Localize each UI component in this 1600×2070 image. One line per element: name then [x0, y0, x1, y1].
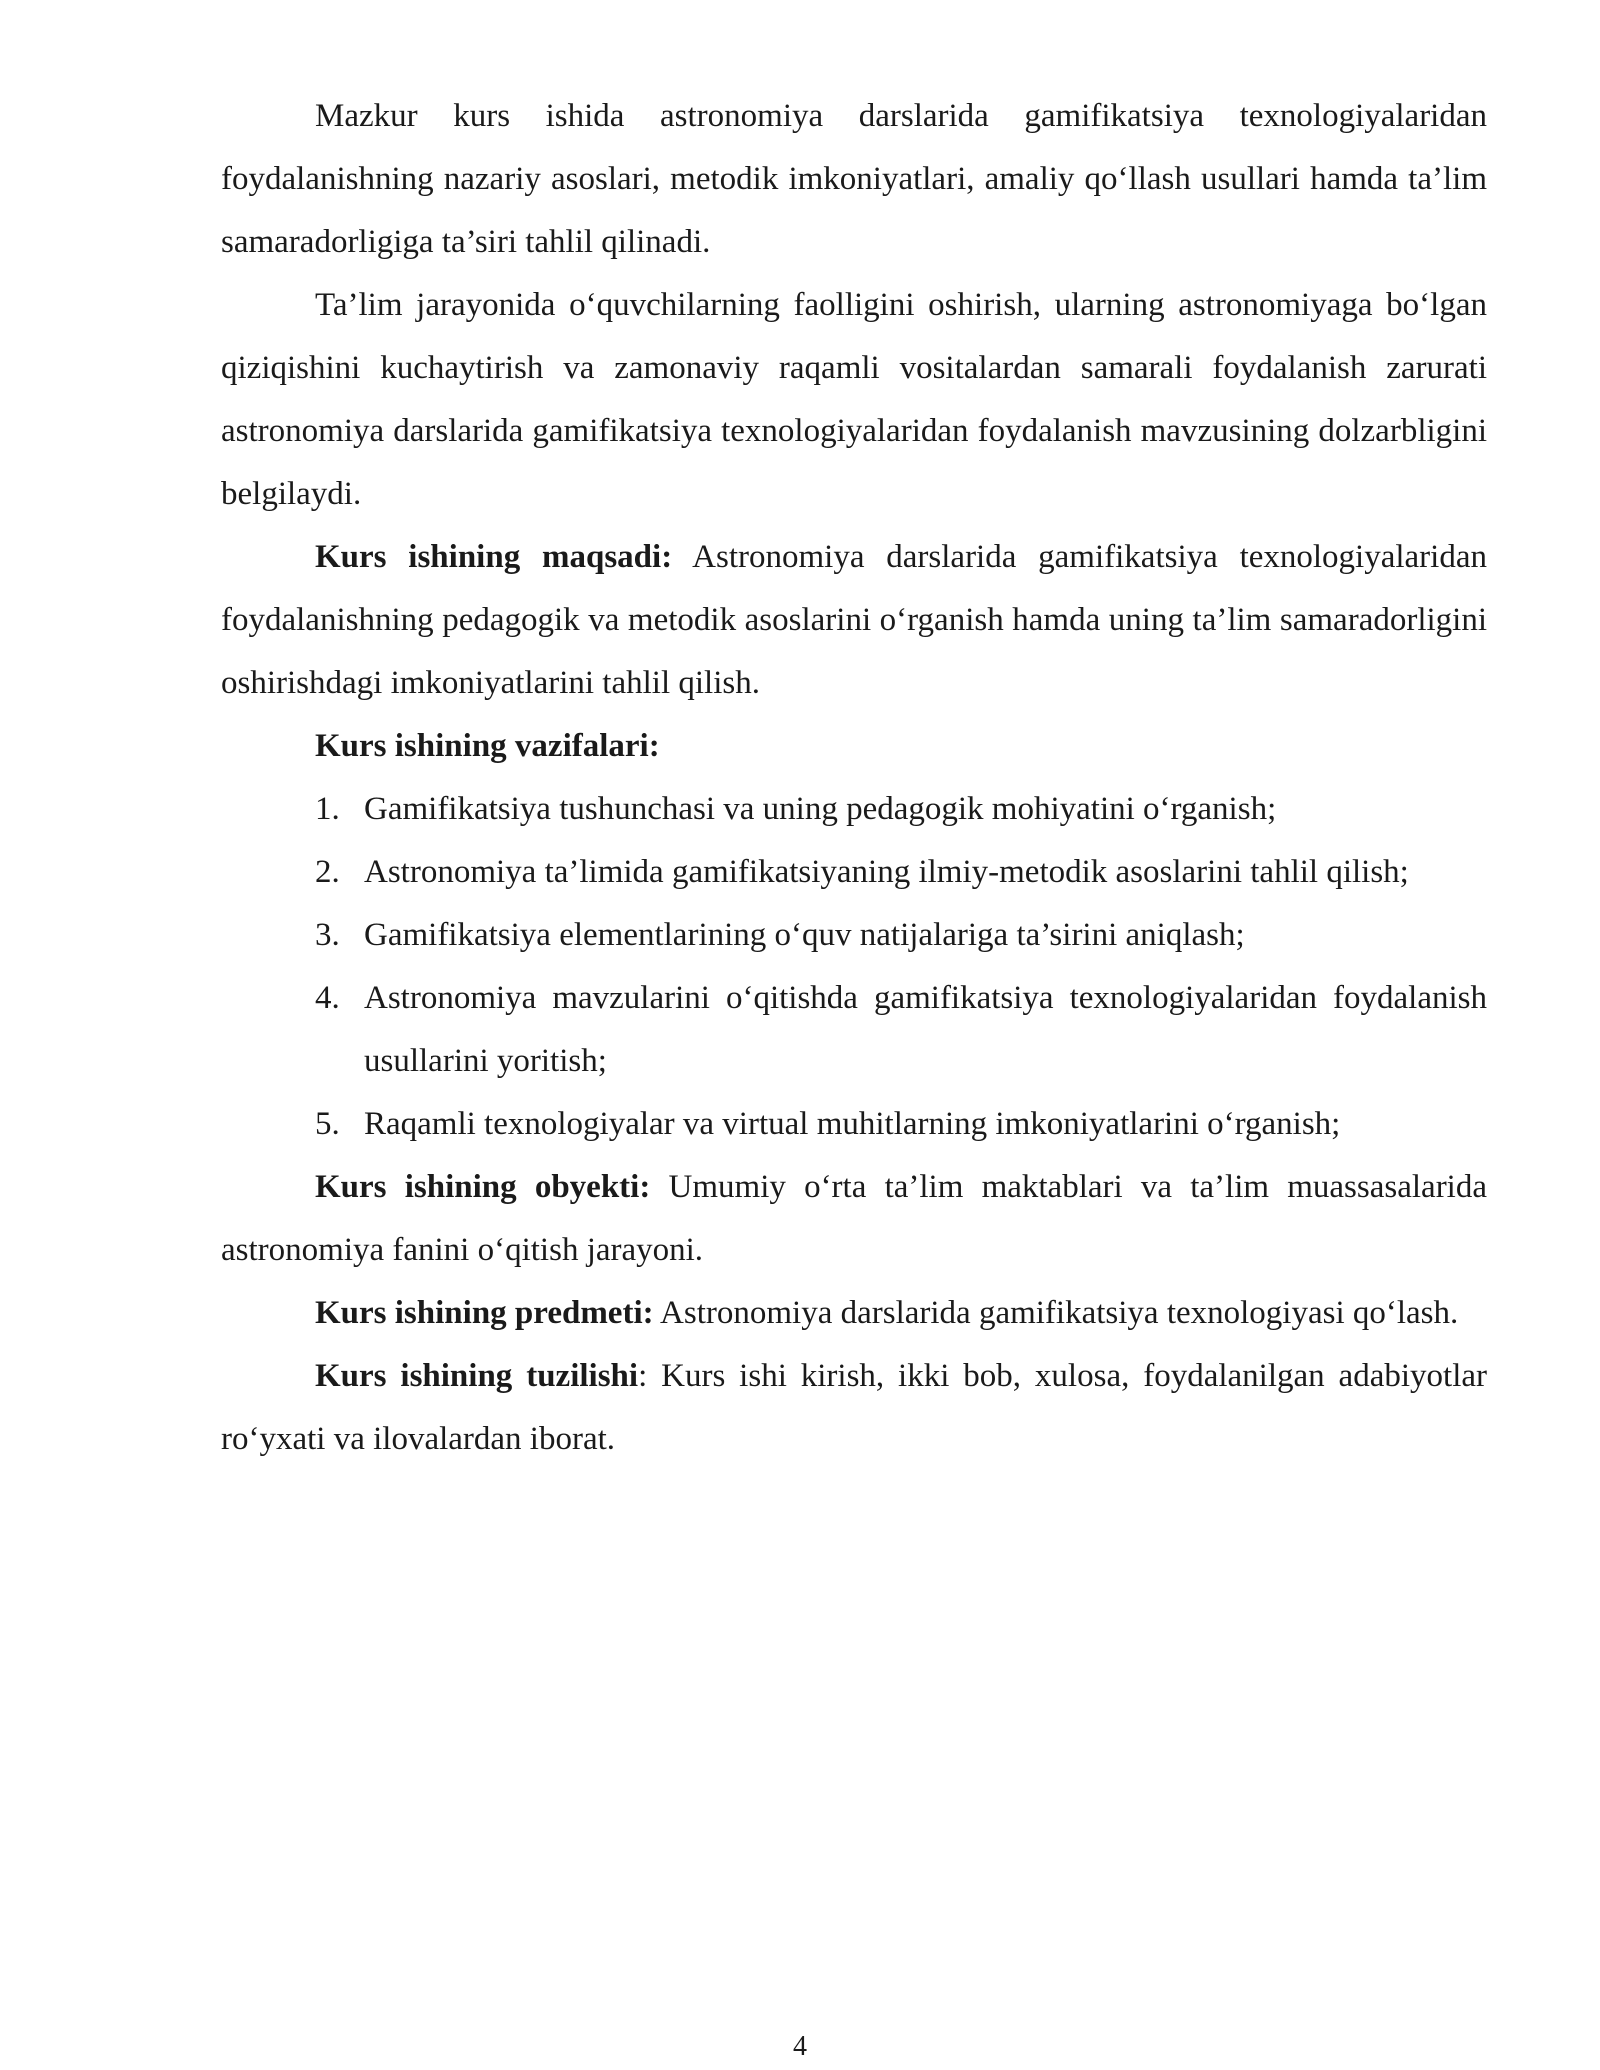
list-item: [315, 967, 1487, 1093]
structure-paragraph: [221, 1345, 1487, 1471]
list-item: [315, 841, 1487, 904]
list-item: [315, 1093, 1487, 1156]
page-number: 4: [793, 2031, 807, 2062]
list-item-text: Gamifikatsiya tushunchasi va uning pedagogik mohiyatini o‘rganish;: [364, 791, 1277, 827]
document-body: [221, 85, 1487, 1471]
list-item: [315, 778, 1487, 841]
tasks-list: [221, 778, 1487, 1156]
subject-label: Kurs ishining predmeti:: [315, 1295, 654, 1331]
list-item-number: 4.: [315, 980, 340, 1016]
structure-label: Kurs ishining tuzilishi: [315, 1358, 639, 1394]
goal-text: Astronomiya darslarida gamifikatsiya texnologiyalaridan foydalanishning pedagogik va metodik asoslarini o‘rganish hamda uning ta’lim samaradorligini oshirishdagi imkoniyatlarini tahlil qilish.: [221, 539, 1487, 701]
tasks-label: Kurs ishining vazifalari:: [315, 728, 660, 764]
object-label: Kurs ishining obyekti:: [315, 1169, 651, 1205]
list-item-text: Astronomiya mavzularini o‘qitishda gamifikatsiya texnologiyalaridan foydalanish usullarini yoritish;: [364, 980, 1487, 1079]
list-item-number: 3.: [315, 917, 340, 953]
relevance-paragraph: Ta’lim jarayonida o‘quvchilarning faolligini oshirish, ularning astronomiyaga bo‘lgan qiziqishini kuchaytirish va zamonaviy raqamli vositalardan samarali foydalanish zarurati astronomiya darslarida gamifikatsiya texnologiyalaridan foydalanish mavzusining dolzarbligini belgilaydi.: [221, 287, 1487, 512]
structure-text: : Kurs ishi kirish, ikki bob, xulosa, foydalanilgan adabiyotlar ro‘yxati va ilovalardan iborat.: [221, 1358, 1487, 1457]
subject-text: Astronomiya darslarida gamifikatsiya texnologiyasi qo‘lash.: [653, 1295, 1459, 1331]
list-item-number: 1.: [315, 791, 340, 827]
list-item-text: Raqamli texnologiyalar va virtual muhitlarning imkoniyatlarini o‘rganish;: [364, 1106, 1341, 1142]
list-item-number: 5.: [315, 1106, 340, 1142]
subject-paragraph: [221, 1282, 1487, 1345]
object-text: Umumiy o‘rta ta’lim maktablari va ta’lim muassasalarida astronomiya fanini o‘qitish jarayoni.: [221, 1169, 1487, 1268]
goal-paragraph: [221, 526, 1487, 715]
list-item-text: Astronomiya ta’limida gamifikatsiyaning ilmiy-metodik asoslarini tahlil qilish;: [364, 854, 1409, 890]
list-item-text: Gamifikatsiya elementlarining o‘quv natijalariga ta’sirini aniqlash;: [364, 917, 1245, 953]
goal-label: Kurs ishining maqsadi:: [315, 539, 673, 575]
tasks-heading: [221, 715, 1487, 778]
list-item: [315, 904, 1487, 967]
intro-paragraph: Mazkur kurs ishida astronomiya darslarida gamifikatsiya texnologiyalaridan foydalanishning nazariy asoslari, metodik imkoniyatlari, amaliy qo‘llash usullari hamda ta’lim samaradorligiga ta’siri tahlil qilinadi.: [221, 98, 1487, 260]
object-paragraph: [221, 1156, 1487, 1282]
list-item-number: 2.: [315, 854, 340, 890]
